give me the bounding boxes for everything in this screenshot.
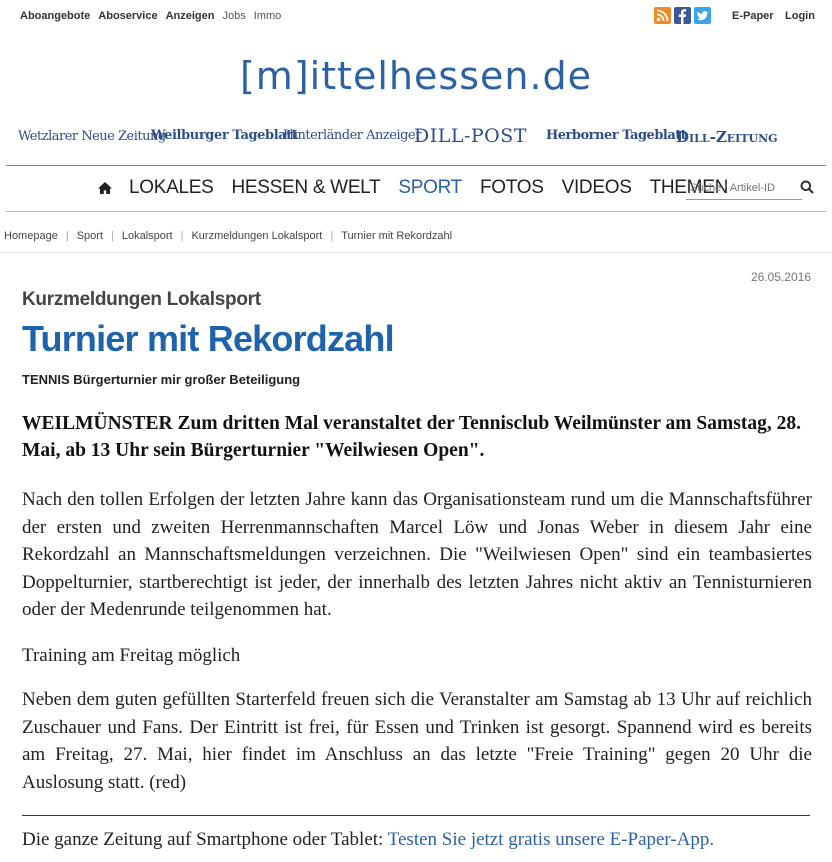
- nav-item-hessen-welt[interactable]: HESSEN & WELT: [231, 177, 381, 198]
- nav-item-sport[interactable]: SPORT: [398, 177, 462, 198]
- logo-bracket-right: ]: [293, 54, 310, 98]
- article-paragraph-2: Neben dem guten gefüllten Starterfeld freuen sich die Veranstalter am Samstag ab 13 Uhr auf reichlich Zuschauer und Fans. Der Eintritt ist frei, für Essen und Trinken ist gesorgt. Spannend wird es bereits am Freitag, 27. Mai, hier findet im Anschluss an das letzte "Freie Training" gegen 20 Uhr die Auslosung statt. (red): [22, 689, 812, 793]
- nav-divider-bottom: [6, 211, 826, 212]
- top-link-aboangebote[interactable]: Aboangebote: [20, 10, 91, 22]
- breadcrumb-sport[interactable]: Sport: [76, 230, 103, 242]
- nav-item-videos[interactable]: VIDEOS: [561, 177, 632, 198]
- epaper-link[interactable]: E-Paper: [732, 10, 774, 22]
- site-logo[interactable]: [0, 54, 832, 98]
- breadcrumb-separator: |: [180, 230, 184, 242]
- paper-hinterlaender-anzeiger[interactable]: Hinterländer Anzeiger: [283, 128, 421, 143]
- breadcrumb: [4, 230, 452, 242]
- breadcrumb-divider: [0, 252, 832, 253]
- nav-item-themen[interactable]: THEMEN: [649, 177, 728, 198]
- paper-dill-zeitung[interactable]: Dill-Zeitung: [676, 128, 778, 146]
- top-link-jobs[interactable]: Jobs: [222, 10, 246, 22]
- main-nav: [97, 177, 746, 199]
- article-headline: Turnier mit Rekordzahl: [22, 318, 394, 359]
- top-bar: [0, 0, 832, 34]
- logo-m: m: [255, 54, 294, 98]
- promo-text: Die ganze Zeitung auf Smartphone oder Tablet:: [22, 829, 388, 850]
- article-kicker: Kurzmeldungen Lokalsport: [22, 289, 261, 310]
- nav-divider-top: [6, 165, 826, 166]
- search-input[interactable]: [686, 178, 786, 198]
- article-lead: WEILMÜNSTER Zum dritten Mal veranstaltet der Tennisclub Weilmünster am Samstag, 28. Mai, ab 13 Uhr sein Bürgerturnier "Weilwiesen Open".: [22, 413, 801, 461]
- article-intertitle: Training am Freitag möglich: [22, 645, 241, 666]
- newspaper-links: [18, 125, 818, 153]
- facebook-icon[interactable]: [674, 7, 691, 24]
- breadcrumb-current: Turnier mit Rekordzahl: [341, 230, 453, 242]
- breadcrumb-homepage[interactable]: Homepage: [4, 230, 58, 242]
- home-icon[interactable]: [97, 180, 113, 196]
- top-nav: [20, 10, 281, 22]
- search-box: [686, 178, 802, 200]
- nav-item-lokales[interactable]: LOKALES: [129, 177, 214, 198]
- logo-bracket-left: [: [239, 54, 256, 98]
- nav-item-fotos[interactable]: FOTOS: [479, 177, 544, 198]
- top-link-immo[interactable]: Immo: [253, 10, 282, 22]
- breadcrumb-separator: |: [65, 230, 69, 242]
- paper-herborner-tageblatt[interactable]: Herborner Tageblatt: [546, 128, 687, 143]
- article-subhead: TENNIS Bürgerturnier mir großer Beteiligung: [22, 372, 301, 387]
- breadcrumb-kurzmeldungen[interactable]: Kurzmeldungen Lokalsport: [191, 230, 323, 242]
- rss-icon[interactable]: [654, 7, 671, 24]
- epaper-promo: [22, 829, 714, 851]
- breadcrumb-separator: |: [110, 230, 114, 242]
- breadcrumb-separator: |: [330, 230, 334, 242]
- breadcrumb-lokalsport[interactable]: Lokalsport: [121, 230, 173, 242]
- article-date: 26.05.2016: [750, 270, 811, 284]
- search-icon[interactable]: [800, 180, 814, 199]
- paper-weilburger-tageblatt[interactable]: Weilburger Tageblatt: [151, 128, 298, 143]
- paper-dill-post[interactable]: DILL-POST: [414, 125, 527, 147]
- article-paragraph-1: Nach den tollen Erfolgen der letzten Jahre kann das Organisationsteam rund um die Mannschaftsführer der ersten und zweiten Herrenmannschaften Marcel Löw und Jonas Weber in diesem Jahr eine Rekordzahl an Mannschaftsmeldungen verzeichnen. Die "Weilwiesen Open" sind ein teambasiertes Doppelturnier, startberechtigt ist jeder, der innerhalb des letzten Jahres nicht aktiv an Tennisturnieren oder der Medenrunde teilgenommen hat.: [22, 489, 812, 620]
- twitter-icon[interactable]: [694, 7, 711, 24]
- promo-link[interactable]: Testen Sie jetzt gratis unsere E-Paper-App.: [387, 829, 715, 850]
- top-link-anzeigen[interactable]: Anzeigen: [165, 10, 215, 22]
- logo-rest: ittelhessen.de: [309, 54, 593, 98]
- top-link-aboservice[interactable]: Aboservice: [98, 10, 158, 22]
- article-divider: [22, 815, 810, 816]
- login-link[interactable]: Login: [785, 10, 815, 22]
- paper-wetzlarer-neue-zeitung[interactable]: Wetzlarer Neue Zeitung: [18, 129, 166, 144]
- social-links: [654, 7, 711, 24]
